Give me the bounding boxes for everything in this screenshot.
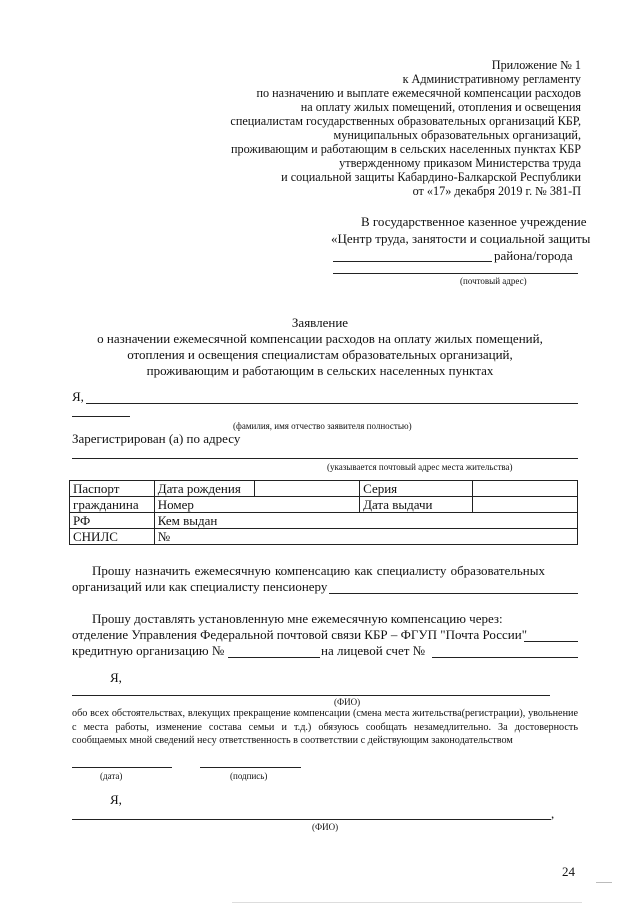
header-line: на оплату жилых помещений, отопления и освещения: [300, 100, 581, 114]
postal-address-caption: (почтовый адрес): [460, 276, 527, 286]
header-line: Приложение № 1: [491, 58, 581, 72]
obligation-fio-line[interactable]: [72, 695, 550, 696]
passport-label: гражданина: [73, 497, 139, 512]
final-ya: Я,: [110, 792, 122, 807]
passport-label: Паспорт: [73, 481, 120, 496]
series-value[interactable]: [473, 481, 578, 497]
final-fio-caption: (ФИО): [312, 822, 339, 832]
applicant-name-line[interactable]: [86, 403, 578, 404]
issue-date-value[interactable]: [473, 497, 578, 513]
table-row: [70, 497, 578, 513]
title-block: [0, 315, 640, 379]
account-number-line[interactable]: [432, 657, 578, 658]
header-block: [230, 58, 581, 198]
snils-label: СНИЛС: [70, 529, 155, 545]
passport-label-cell: [70, 481, 155, 497]
recipient-line-2: «Центр труда, занятости и социальной защиты: [331, 231, 591, 246]
address-caption: (указывается почтовый адрес места жительства): [327, 462, 513, 472]
delivery-line-3b: на лицевой счет №: [321, 643, 426, 658]
table-row: [70, 529, 578, 545]
postal-address-line[interactable]: [333, 273, 578, 274]
title-line: отопления и освещения специалистам образовательных организаций,: [127, 347, 513, 362]
header-line: от «17» декабря 2019 г. № 381-П: [412, 184, 581, 198]
page-number: 24: [562, 864, 575, 879]
obligation-text: обо всех обстоятельствах, влекущих прекращение компенсации (смена места жительства(регистрации), увольнение с места работы, изменение состава семьи и т.д.) обязуюсь сообщать незамедлительно. За достоверность сообщаемых мной сведений несу ответственность в соответствии с действующим законодательством: [72, 708, 578, 746]
date-caption: (дата): [100, 771, 123, 781]
series-label: Серия: [360, 481, 473, 497]
request-line-2: организаций или как специалисту пенсионеру: [72, 579, 328, 594]
birth-date-label: Дата рождения: [154, 481, 255, 497]
header-line: по назначению и выплате ежемесячной компенсации расходов: [256, 86, 581, 100]
header-line: проживающим и работающим в сельских населенных пунктах КБР: [231, 142, 581, 156]
title-line: о назначении ежемесячной компенсации расходов на оплату жилых помещений,: [97, 331, 543, 346]
request-line-1: Прошу назначить ежемесячную компенсацию как специалисту образовательных: [92, 563, 545, 578]
table-row: [70, 513, 578, 529]
final-comma: ,: [551, 806, 555, 821]
date-line[interactable]: [72, 767, 172, 768]
header-line: муниципальных образовательных организаций,: [333, 128, 581, 142]
delivery-line-3a: кредитную организацию №: [72, 643, 225, 658]
header-line: к Административному регламенту: [402, 72, 581, 86]
registered-label: Зарегистрирован (а) по адресу: [72, 431, 241, 446]
obligation-ya: Я,: [110, 670, 122, 685]
obligation-fio-caption: (ФИО): [334, 697, 361, 707]
signature-caption: (подпись): [230, 771, 268, 781]
applicant-ya: Я,: [72, 389, 84, 404]
header-line: и социальной защиты Кабардино-Балкарской Республики: [281, 170, 581, 184]
passport-label-cell: [70, 513, 155, 529]
issue-date-label: Дата выдачи: [360, 497, 473, 513]
scan-mark: [596, 882, 612, 883]
applicant-name-line-2[interactable]: [72, 416, 130, 417]
header-line: специалистам государственных образовательных организаций КБР,: [230, 114, 581, 128]
passport-table: [69, 480, 578, 545]
applicant-name-caption: (фамилия, имя отчество заявителя полностью): [233, 421, 412, 431]
signature-line[interactable]: [200, 767, 301, 768]
passport-label-cell: [70, 497, 155, 513]
title-heading: Заявление: [291, 315, 349, 330]
scan-mark: [232, 902, 582, 903]
district-blank-line[interactable]: [333, 261, 492, 262]
recipient-line-1: В государственное казенное учреждение: [361, 214, 587, 229]
number-label: Номер: [154, 497, 359, 513]
credit-org-number-line[interactable]: [228, 657, 320, 658]
delivery-line-1: Прошу доставлять установленную мне ежемесячную компенсацию через:: [92, 611, 503, 626]
birth-date-value[interactable]: [255, 481, 360, 497]
snils-number-label: №: [154, 529, 577, 545]
title-line: проживающим и работающим в сельских населенных пунктах: [146, 363, 494, 378]
registered-address-line[interactable]: [72, 458, 578, 459]
final-fio-line[interactable]: [72, 819, 551, 820]
request-choice-line[interactable]: [329, 593, 578, 594]
header-line: утвержденному приказом Министерства труда: [339, 156, 581, 170]
table-row: [70, 481, 578, 497]
delivery-line-2: отделение Управления Федеральной почтовой связи КБР – ФГУП "Почта России": [72, 627, 528, 642]
issued-by-label: Кем выдан: [154, 513, 577, 529]
recipient-line-3: района/города: [494, 248, 573, 263]
post-office-line[interactable]: [524, 641, 578, 642]
passport-label: РФ: [73, 513, 91, 528]
